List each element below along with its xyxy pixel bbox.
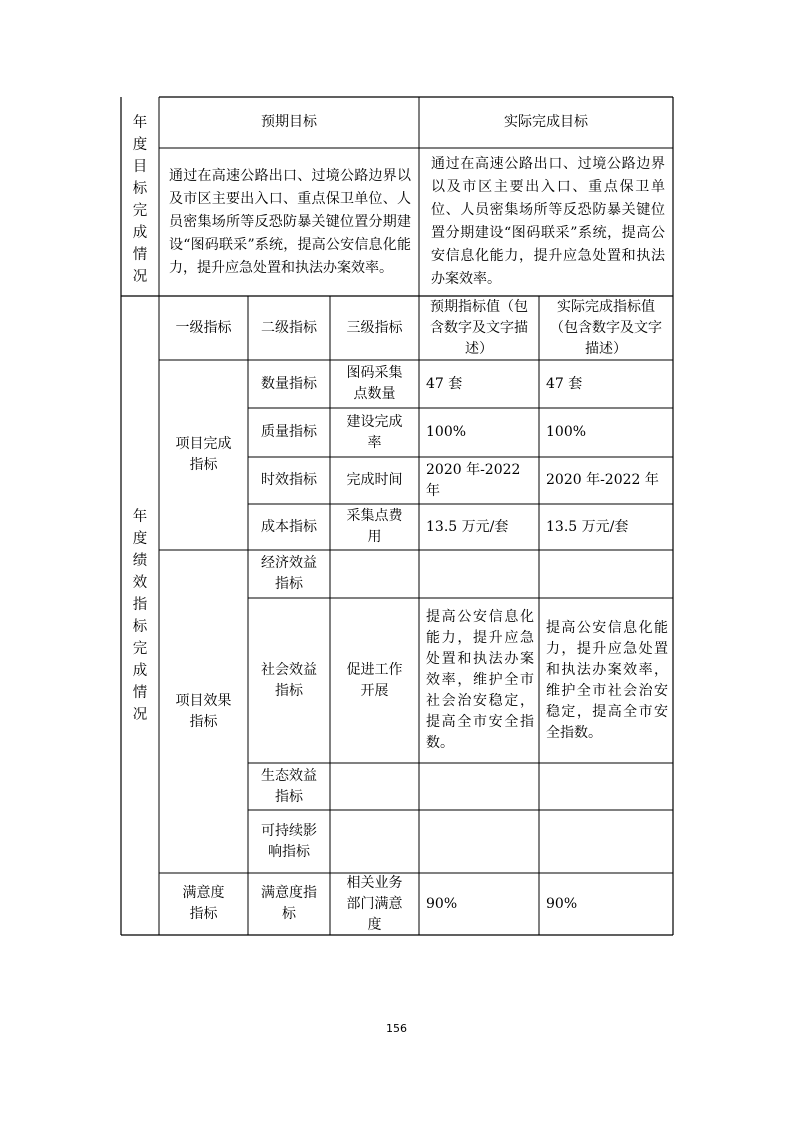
annual-goal-side-label: 年度目标完成情况	[132, 115, 148, 285]
row-economic-level2: 经济效益指标	[261, 555, 317, 592]
header-expected-value: 预期指标值（包含数字及文字描述）	[430, 298, 528, 357]
row-social-level3: 促进工作开展	[346, 661, 403, 699]
header-level1: 一级指标	[175, 319, 232, 336]
row-cost-level2: 成本指标	[261, 518, 317, 535]
row-satisfaction-actual: 90%	[546, 895, 578, 912]
row-timeliness-actual: 2020 年-2022 年	[546, 472, 659, 488]
row-ecological-level2: 生态效益指标	[261, 767, 317, 805]
row-economic-expected	[423, 550, 539, 598]
row-economic-level3	[330, 550, 419, 598]
row-ecological-actual	[543, 763, 673, 810]
row-social-level2: 社会效益指标	[261, 661, 317, 699]
row-quality-level2: 质量指标	[261, 424, 317, 440]
row-quality-level3: 建设完成率	[346, 413, 403, 451]
actual-goal-header: 实际完成目标	[504, 114, 588, 130]
row-quality-expected: 100%	[426, 424, 467, 440]
row-sustainability-level3	[330, 810, 419, 873]
row-social-actual: 提高公安信息化能力，提升应急处置和执法办案效率，维护全市社会治安稳定，提高全市安全指数。	[546, 619, 668, 741]
row-timeliness-level2: 时效指标	[261, 472, 317, 488]
expected-goal-text: 通过在高速公路出口、过境公路边界以及市区主要出入口、重点保卫单位、人员密集场所等反恐防暴关键位置分期建设“图码联采”系统，提高公安信息化能力，提升应急处置和执法办案效率。	[169, 167, 411, 276]
header-level2: 二级指标	[261, 319, 317, 336]
page-number: 156	[386, 1022, 407, 1035]
row-timeliness-level3: 完成时间	[346, 472, 403, 488]
group-output-indicators: 项目完成指标	[175, 436, 232, 473]
group-effect-indicators: 项目效果指标	[175, 692, 232, 730]
row-satisfaction-expected: 90%	[426, 895, 458, 912]
row-quality-actual: 100%	[546, 424, 587, 440]
row-social-expected: 提高公安信息化能力，提升应急处置和执法办案效率，维护全市社会治安稳定，提高全市安全指数。	[426, 609, 534, 751]
row-satisfaction-level3: 相关业务部门满意度	[346, 874, 403, 933]
row-quantity-level3: 图码采集点数量	[346, 365, 403, 402]
row-sustainability-expected	[423, 810, 539, 873]
annual-performance-side-label: 年度绩效指标完成情况	[132, 508, 148, 723]
row-cost-expected: 13.5 万元/套	[426, 518, 509, 535]
row-cost-level3: 采集点费用	[346, 508, 403, 545]
row-ecological-level3	[330, 763, 419, 810]
group-satisfaction-indicators: 满意度指标	[182, 885, 225, 922]
header-level3: 三级指标	[346, 319, 403, 336]
row-quantity-actual: 47 套	[546, 375, 583, 392]
expected-goal-header: 预期目标	[261, 114, 317, 130]
row-ecological-expected	[423, 763, 539, 810]
row-timeliness-expected: 2020 年-2022 年	[426, 461, 521, 499]
row-sustainability-actual	[543, 810, 673, 873]
row-sustainability-level2: 可持续影响指标	[261, 822, 317, 860]
row-quantity-expected: 47 套	[426, 375, 463, 392]
header-actual-value: 实际完成指标值（包含数字及文字描述）	[550, 298, 662, 357]
row-economic-actual	[543, 550, 673, 598]
row-cost-actual: 13.5 万元/套	[546, 518, 629, 535]
row-quantity-level2: 数量指标	[261, 375, 317, 392]
actual-goal-text: 通过在高速公路出口、过境公路边界以及市区主要出入口、重点保卫单位、人员密集场所等反恐防暴关键位置分期建设“图码联采”系统，提高公安信息化能力，提升应急处置和执法办案效率。	[431, 156, 665, 287]
row-satisfaction-level2: 满意度指标	[261, 885, 317, 922]
